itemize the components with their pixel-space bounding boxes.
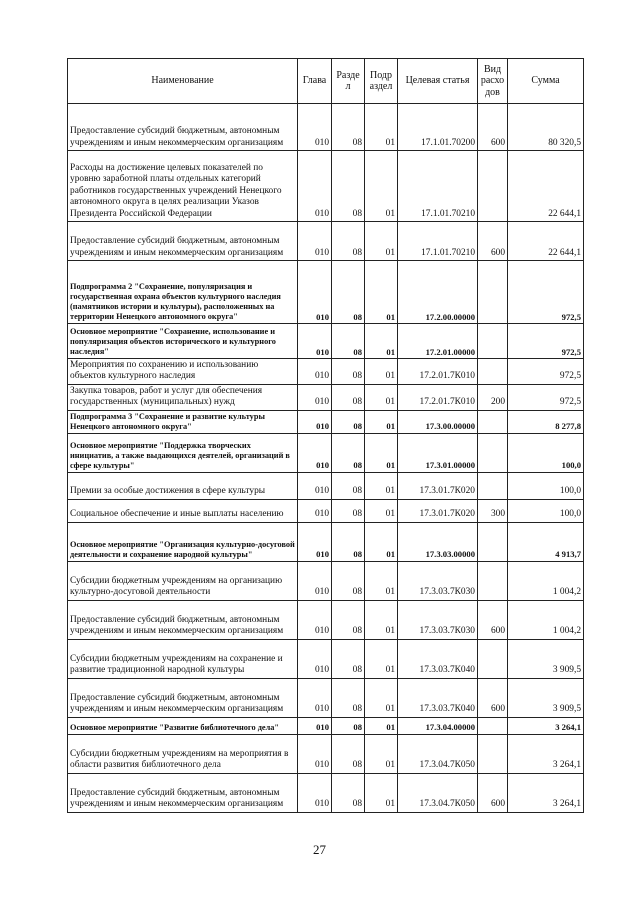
row-name: Субсидии бюджетным учреждениям на мероприятия в области развития библиотечного дела: [68, 734, 298, 773]
header-glava: Глава: [298, 59, 332, 104]
row-target: 17.2.01.7К010: [398, 384, 478, 410]
row-vid: 300: [478, 499, 508, 522]
row-glava: 010: [298, 600, 332, 639]
row-target: 17.2.01.00000: [398, 324, 478, 359]
row-razdel: 08: [332, 151, 365, 222]
row-target: 17.1.01.70210: [398, 151, 478, 222]
row-vid: [478, 734, 508, 773]
table-row: [68, 678, 584, 717]
row-sum: 1 004,2: [508, 600, 584, 639]
row-name: Предоставление субсидий бюджетным, автономным учреждениям и иным некоммерческим организациям: [68, 222, 298, 261]
row-name: Предоставление субсидий бюджетным, автономным учреждениям и иным некоммерческим организациям: [68, 773, 298, 812]
header-target: Целевая статья: [398, 59, 478, 104]
table-row: [68, 359, 584, 385]
row-vid: [478, 324, 508, 359]
row-glava: 010: [298, 222, 332, 261]
row-sum: 972,5: [508, 261, 584, 324]
row-sum: 8 277,8: [508, 410, 584, 433]
row-razdel: 08: [332, 561, 365, 600]
row-name: Предоставление субсидий бюджетным, автономным учреждениям и иным некоммерческим организациям: [68, 678, 298, 717]
row-podrazdel: 01: [365, 384, 398, 410]
row-vid: [478, 151, 508, 222]
row-podrazdel: 01: [365, 522, 398, 561]
header-name: Наименование: [68, 59, 298, 104]
table-row: [68, 433, 584, 472]
table-row: [68, 773, 584, 812]
row-target: 17.2.01.7К010: [398, 359, 478, 385]
table-row: [68, 717, 584, 734]
row-glava: 010: [298, 324, 332, 359]
row-target: 17.3.03.7К030: [398, 561, 478, 600]
row-razdel: 08: [332, 384, 365, 410]
row-vid: 600: [478, 773, 508, 812]
row-razdel: 08: [332, 433, 365, 472]
row-podrazdel: 01: [365, 717, 398, 734]
row-razdel: 08: [332, 324, 365, 359]
table-row: [68, 734, 584, 773]
row-sum: 972,5: [508, 359, 584, 385]
row-sum: 3 909,5: [508, 678, 584, 717]
table-row: [68, 472, 584, 499]
row-razdel: 08: [332, 222, 365, 261]
row-glava: 010: [298, 717, 332, 734]
row-sum: 22 644,1: [508, 222, 584, 261]
row-razdel: 08: [332, 104, 365, 151]
row-vid: [478, 472, 508, 499]
row-target: 17.1.01.70210: [398, 222, 478, 261]
row-sum: 3 264,1: [508, 734, 584, 773]
header-sum: Сумма: [508, 59, 584, 104]
row-podrazdel: 01: [365, 410, 398, 433]
row-target: 17.1.01.70200: [398, 104, 478, 151]
row-name: Мероприятия по сохранению и использованию объектов культурного наследия: [68, 359, 298, 385]
row-razdel: 08: [332, 734, 365, 773]
row-razdel: 08: [332, 359, 365, 385]
row-razdel: 08: [332, 410, 365, 433]
row-podrazdel: 01: [365, 433, 398, 472]
row-sum: 22 644,1: [508, 151, 584, 222]
page-number: 27: [313, 842, 326, 857]
table-row: [68, 561, 584, 600]
header-row: [68, 59, 584, 104]
row-vid: 600: [478, 678, 508, 717]
row-sum: 100,0: [508, 499, 584, 522]
row-sum: 80 320,5: [508, 104, 584, 151]
row-podrazdel: 01: [365, 151, 398, 222]
row-podrazdel: 01: [365, 639, 398, 678]
row-vid: [478, 359, 508, 385]
row-glava: 010: [298, 499, 332, 522]
row-target: 17.3.04.00000: [398, 717, 478, 734]
row-name: Предоставление субсидий бюджетным, автономным учреждениям и иным некоммерческим организациям: [68, 600, 298, 639]
table-body: [68, 104, 584, 813]
row-glava: 010: [298, 734, 332, 773]
row-podrazdel: 01: [365, 359, 398, 385]
row-glava: 010: [298, 472, 332, 499]
table-row: [68, 151, 584, 222]
row-glava: 010: [298, 433, 332, 472]
row-name: Подпрограмма 3 "Сохранение и развитие культуры Ненецкого автономного округа": [68, 410, 298, 433]
row-glava: 010: [298, 561, 332, 600]
row-vid: [478, 522, 508, 561]
row-razdel: 08: [332, 261, 365, 324]
row-sum: 100,0: [508, 472, 584, 499]
row-glava: 010: [298, 384, 332, 410]
table-row: [68, 600, 584, 639]
row-vid: [478, 639, 508, 678]
row-glava: 010: [298, 773, 332, 812]
row-name: Социальное обеспечение и иные выплаты населению: [68, 499, 298, 522]
row-target: 17.3.04.7К050: [398, 773, 478, 812]
row-vid: 600: [478, 104, 508, 151]
row-podrazdel: 01: [365, 600, 398, 639]
row-name: Закупка товаров, работ и услуг для обеспечения государственных (муниципальных) нужд: [68, 384, 298, 410]
row-podrazdel: 01: [365, 678, 398, 717]
row-podrazdel: 01: [365, 261, 398, 324]
row-podrazdel: 01: [365, 104, 398, 151]
row-razdel: 08: [332, 472, 365, 499]
table-row: [68, 639, 584, 678]
row-target: 17.3.01.00000: [398, 433, 478, 472]
row-sum: 1 004,2: [508, 561, 584, 600]
row-vid: [478, 261, 508, 324]
row-name: Основное мероприятие "Развитие библиотечного дела": [68, 717, 298, 734]
row-sum: 3 909,5: [508, 639, 584, 678]
row-sum: 4 913,7: [508, 522, 584, 561]
row-name: Основное мероприятие "Сохранение, использование и популяризация объектов исторического и культурного наследия": [68, 324, 298, 359]
row-glava: 010: [298, 678, 332, 717]
row-name: Премии за особые достижения в сфере культуры: [68, 472, 298, 499]
row-sum: 100,0: [508, 433, 584, 472]
row-target: 17.3.03.7К040: [398, 639, 478, 678]
row-name: Расходы на достижение целевых показателей по уровню заработной платы отдельных категорий работников государственных учреждений Ненецкого автономного округа в целях реализации Указов Президента Российской Федерации: [68, 151, 298, 222]
row-vid: [478, 561, 508, 600]
row-name: Субсидии бюджетным учреждениям на сохранение и развитие традиционной народной культуры: [68, 639, 298, 678]
row-glava: 010: [298, 639, 332, 678]
table-row: [68, 261, 584, 324]
table-row: [68, 410, 584, 433]
row-podrazdel: 01: [365, 472, 398, 499]
row-razdel: 08: [332, 773, 365, 812]
row-vid: 200: [478, 384, 508, 410]
row-glava: 010: [298, 410, 332, 433]
row-razdel: 08: [332, 717, 365, 734]
row-podrazdel: 01: [365, 734, 398, 773]
table-row: [68, 499, 584, 522]
row-sum: 3 264,1: [508, 717, 584, 734]
row-target: 17.3.03.7К030: [398, 600, 478, 639]
budget-table: [67, 58, 584, 813]
row-vid: [478, 410, 508, 433]
table-row: [68, 324, 584, 359]
row-razdel: 08: [332, 499, 365, 522]
row-target: 17.3.03.7К040: [398, 678, 478, 717]
row-vid: 600: [478, 600, 508, 639]
row-podrazdel: 01: [365, 561, 398, 600]
row-name: Основное мероприятие "Поддержка творческих инициатив, а также выдающихся деятелей, организаций в сфере культуры": [68, 433, 298, 472]
row-glava: 010: [298, 261, 332, 324]
row-glava: 010: [298, 359, 332, 385]
row-vid: 600: [478, 222, 508, 261]
row-name: Предоставление субсидий бюджетным, автономным учреждениям и иным некоммерческим организациям: [68, 104, 298, 151]
row-target: 17.2.00.00000: [398, 261, 478, 324]
row-name: Субсидии бюджетным учреждениям на организацию культурно-досуговой деятельности: [68, 561, 298, 600]
row-target: 17.3.01.7К020: [398, 472, 478, 499]
row-razdel: 08: [332, 639, 365, 678]
row-vid: [478, 433, 508, 472]
row-razdel: 08: [332, 522, 365, 561]
row-sum: 972,5: [508, 384, 584, 410]
row-sum: 3 264,1: [508, 773, 584, 812]
table-row: [68, 384, 584, 410]
row-podrazdel: 01: [365, 773, 398, 812]
header-podrazdel: Подр аздел: [365, 59, 398, 104]
header-razdel: Разде л: [332, 59, 365, 104]
header-vid: Вид расхо дов: [478, 59, 508, 104]
table-row: [68, 222, 584, 261]
row-podrazdel: 01: [365, 324, 398, 359]
row-vid: [478, 717, 508, 734]
table-row: [68, 104, 584, 151]
row-razdel: 08: [332, 600, 365, 639]
row-podrazdel: 01: [365, 499, 398, 522]
row-target: 17.3.01.7К020: [398, 499, 478, 522]
row-target: 17.3.00.00000: [398, 410, 478, 433]
row-podrazdel: 01: [365, 222, 398, 261]
row-target: 17.3.04.7К050: [398, 734, 478, 773]
row-name: Подпрограмма 2 "Сохранение, популяризация и государственная охрана объектов культурного наследия (памятников истории и культуры), расположенных на территории Ненецкого автономного округа": [68, 261, 298, 324]
row-glava: 010: [298, 151, 332, 222]
row-target: 17.3.03.00000: [398, 522, 478, 561]
row-glava: 010: [298, 522, 332, 561]
row-glava: 010: [298, 104, 332, 151]
row-razdel: 08: [332, 678, 365, 717]
row-name: Основное мероприятие "Организация культурно-досуговой деятельности и сохранение народной культуры": [68, 522, 298, 561]
table-row: [68, 522, 584, 561]
row-sum: 972,5: [508, 324, 584, 359]
